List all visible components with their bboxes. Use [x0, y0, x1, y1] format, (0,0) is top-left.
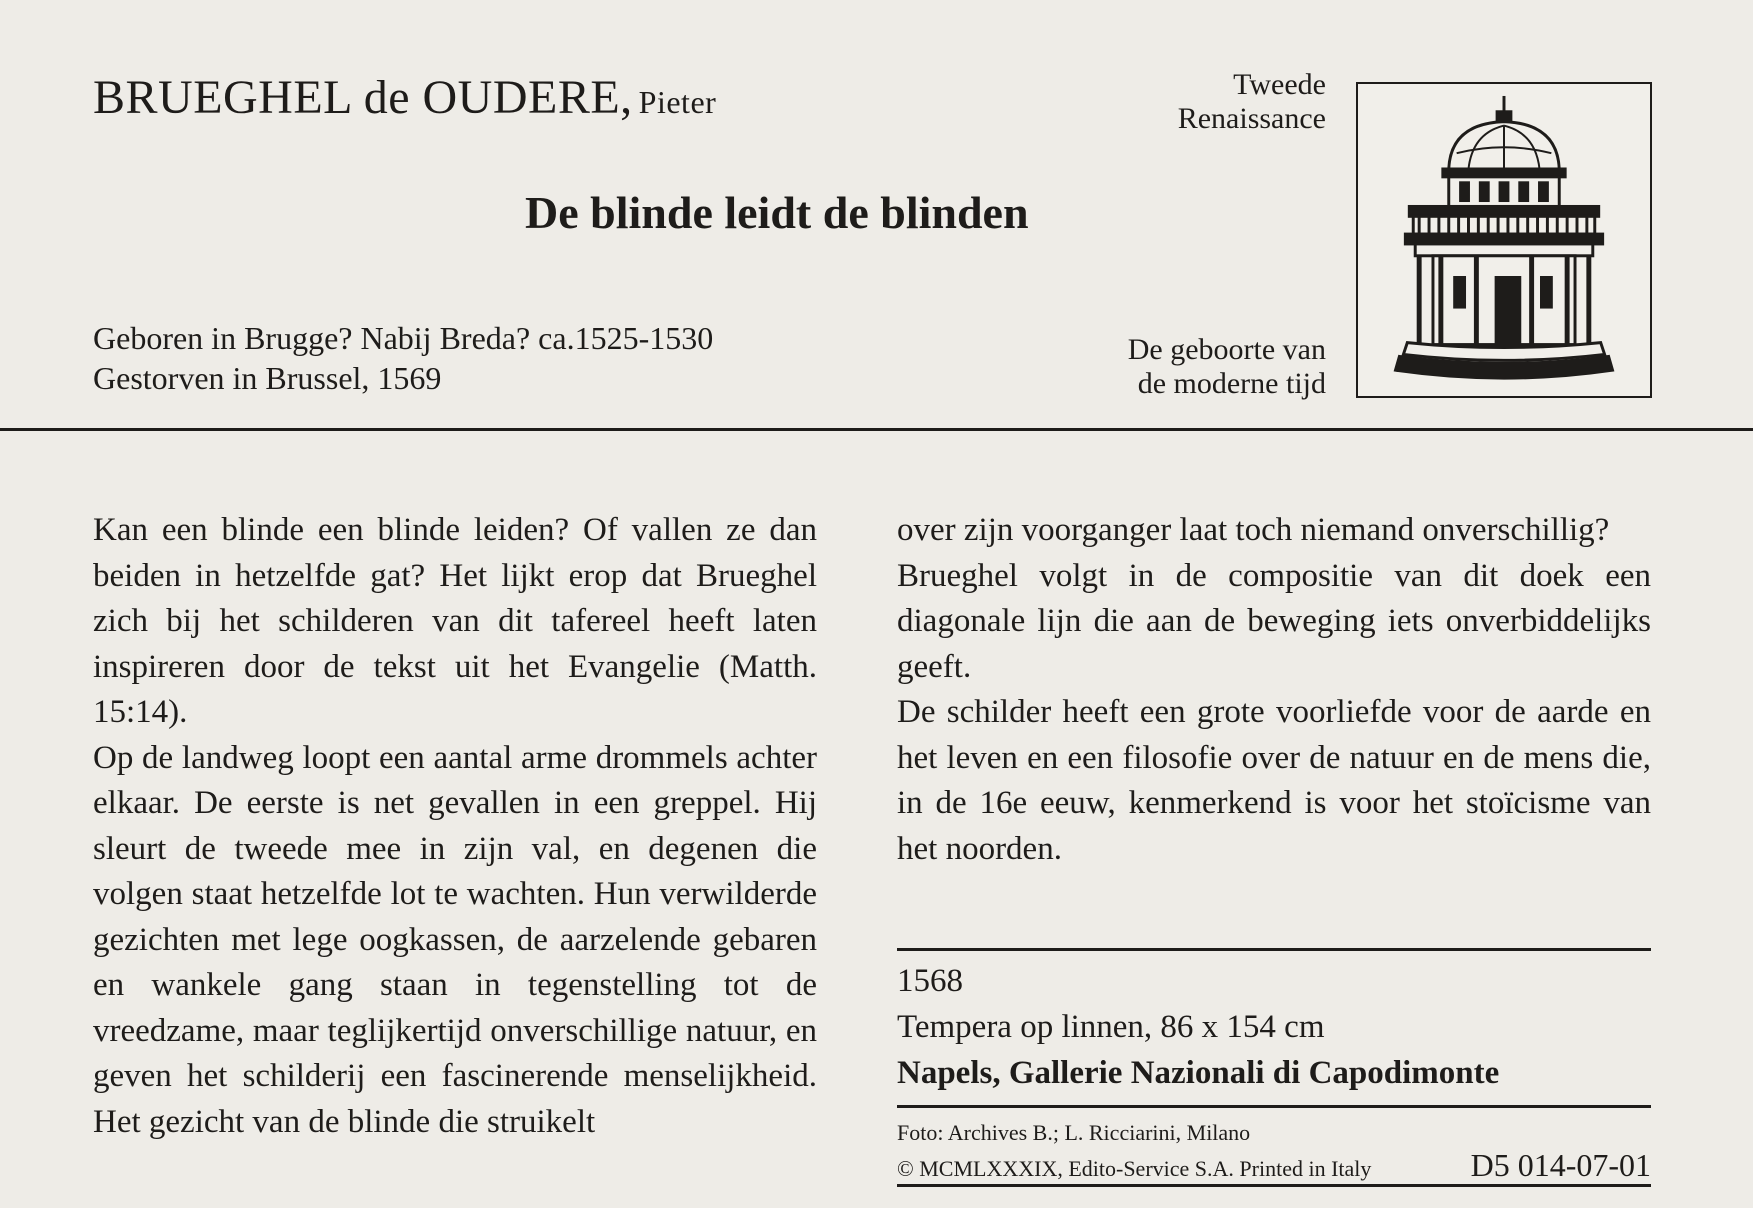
death-info: Gestorven in Brussel, 1569 — [93, 360, 442, 396]
period-line-1: Tweede — [1233, 68, 1326, 101]
artwork-title: De blinde leidt de blinden — [525, 187, 1029, 238]
details-divider-bottom — [897, 1184, 1651, 1187]
artist-first-name: Pieter — [638, 84, 717, 120]
paragraph: Brueghel volgt in de compositie van dit doek een diagonale lijn die aan de beweging iets onverbiddelijks geeft. — [897, 557, 1651, 685]
paragraph: over zijn voorganger laat toch niemand onverschillig? — [897, 512, 1610, 548]
copyright-line — [897, 1149, 1651, 1185]
epoch-label — [1026, 333, 1326, 401]
copyright-text: © MCMLXXXIX, Edito-Service S.A. Printed in Italy — [897, 1156, 1372, 1181]
artwork-medium: Tempera op linnen, 86 x 154 cm — [897, 1009, 1325, 1045]
emblem-frame — [1356, 82, 1652, 398]
paragraph: Op de landweg loopt een aantal arme drommels achter elkaar. De eerste is net gevallen in een greppel. Hij sleurt de tweede mee in zijn val, en degenen die volgen staat hetzelfde lot te wachten. Hun verwilderde gezichten met lege oogkassen, de aarzelende gebaren en wankele gang staan in tegenstelling tot de vreedzame, maar teglijkertijd onverschillige natuur, en geven het schilderij een fascinerende menselijkheid. Het gezicht van de blinde die struikelt — [93, 739, 817, 1140]
paragraph: Kan een blinde een blinde leiden? Of vallen ze dan beiden in hetzelfde gat? Het lijkt erop dat Brueghel zich bij het schilderen van dit tafereel heeft laten inspireren door de tekst uit het Evangelie (Matth. 15:14). — [93, 512, 817, 730]
artist-name — [93, 70, 716, 125]
artist-last-name: BRUEGHEL de OUDERE, — [93, 71, 633, 124]
artwork-year: 1568 — [897, 963, 963, 999]
details-divider-top — [897, 948, 1651, 951]
tempietto-icon — [1358, 84, 1650, 396]
text-column-right — [897, 508, 1651, 872]
paragraph: De schilder heeft een grote voorliefde voor de aarde en het leven en een filosofie over de natuur en de mens die, in de 16e eeuw, kenmerkend is voor het stoïcisme van het noorden. — [897, 694, 1651, 867]
epoch-line-1: De geboorte van — [1127, 333, 1326, 366]
artist-bio — [93, 318, 713, 398]
details-divider-middle — [897, 1105, 1651, 1108]
header-divider — [0, 428, 1753, 431]
period-label — [1106, 68, 1326, 136]
details-block — [897, 958, 1499, 1096]
credits-block — [897, 1116, 1651, 1185]
card-code: D5 014-07-01 — [1470, 1147, 1651, 1183]
birth-info: Geboren in Brugge? Nabij Breda? ca.1525-1530 — [93, 320, 714, 356]
artwork-location: Napels, Gallerie Nazionali di Capodimonte — [897, 1055, 1500, 1091]
epoch-line-2: de moderne tijd — [1137, 367, 1326, 400]
text-column-left — [93, 508, 817, 1145]
period-line-2: Renaissance — [1177, 102, 1326, 135]
photo-credit: Foto: Archives B.; L. Ricciarini, Milano — [897, 1120, 1251, 1145]
